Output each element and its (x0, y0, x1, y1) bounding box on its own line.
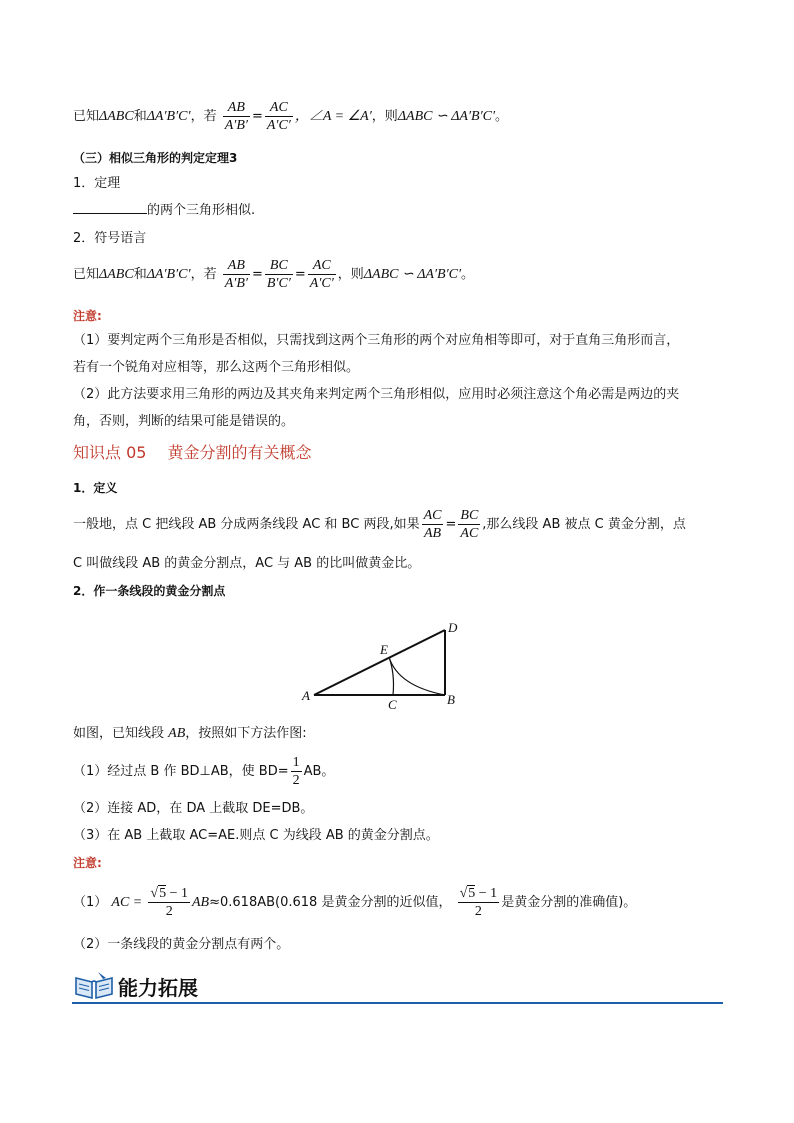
golden-section-figure (300, 616, 470, 714)
text: （1） (73, 895, 108, 910)
section-banner (72, 968, 723, 1004)
banner-rule (72, 1002, 723, 1004)
triangle-a-prime: ΔA′B′C′ (146, 109, 191, 124)
step-2: （2）连接 AD，在 DA 上截取 DE=DB。 (73, 801, 314, 816)
fraction-golden-ratio-exact: $\frac{√5 - 1}{2}$ (459, 886, 498, 919)
text: 。 (495, 109, 509, 124)
similar-condition-line-2 (73, 255, 474, 295)
text: ，若 (190, 267, 217, 282)
fraction-ac: $\frac{AC}{A'C'}$ (266, 100, 291, 133)
arc-e-to-b (389, 657, 445, 695)
fraction-ac-ab: $\frac{AC}{AB}$ (423, 508, 442, 541)
equals: = (294, 267, 306, 282)
text: 的两个三角形相似. (147, 203, 256, 218)
step-3: （3）在 AB 上截取 AC=AE.则点 C 为线段 AB 的黄金分割点。 (73, 828, 439, 843)
equals: = (445, 517, 457, 532)
label-b: B (447, 692, 455, 707)
ac-equals: AC = (111, 895, 143, 910)
text: ，则 (337, 267, 364, 282)
text: AB。 (303, 764, 335, 779)
label-c: C (388, 697, 397, 712)
note-label: 注意: (73, 309, 102, 323)
book-icon (74, 970, 114, 1000)
note-2-item-2: （2）一条线段的黄金分割点有两个。 (73, 937, 290, 952)
equals: = (251, 109, 263, 124)
definition-line-2: C 叫做线段 AB 的黄金分割点，AC 与 AB 的比叫做黄金比。 (73, 556, 421, 571)
text: 和 (133, 109, 147, 124)
text: 是黄金分割的准确值)。 (501, 895, 637, 910)
fraction-ab: $\frac{AB}{A'B'}$ (224, 100, 248, 133)
triangle-abc: ΔABC (99, 109, 134, 124)
text: ,那么线段 AB 被点 C 黄金分割，点 (482, 517, 686, 532)
item-label: 1．定理 (73, 176, 121, 191)
text: 。 (461, 267, 475, 282)
fraction-one-half: $\frac{1}{2}$ (292, 755, 300, 788)
triangle-a-prime: ΔA′B′C′ (146, 267, 191, 282)
label-d: D (448, 620, 458, 635)
text: （1）经过点 B 作 BD⊥AB，使 BD= (73, 764, 289, 779)
angle-equality: ，∠A = ∠A′ (294, 109, 372, 124)
similar-condition-line-1 (73, 97, 508, 137)
text: ，则 (371, 109, 398, 124)
triangle-abc: ΔABC (99, 267, 134, 282)
fill-in-blank[interactable] (73, 199, 147, 214)
conclusion: ΔABC ∽ ΔA′B′C′ (363, 267, 462, 282)
text: 和 (133, 267, 147, 282)
fraction-ab: $\frac{AB}{A'B'}$ (224, 258, 248, 291)
note-paragraph-line: 角，否则，判断的结果可能是错误的。 (73, 414, 295, 429)
text: 一般地，点 C 把线段 AB 分成两条线段 AC 和 BC 两段,如果 (73, 517, 420, 532)
banner-title: 能力拓展 (118, 976, 198, 1000)
text: 如图，已知线段 (73, 726, 169, 741)
note-paragraph-line: （1）要判定两个三角形是否相似，只需找到这两个三角形的两个对应角相等即可，对于直角三角形而言， (73, 333, 680, 348)
equals: = (251, 267, 263, 282)
text: ≈0.618AB(0.618 是黄金分割的近似值， (209, 895, 452, 910)
text: 已知 (73, 267, 100, 282)
text: ，按照如下方法作图: (185, 726, 307, 741)
label-e: E (380, 642, 388, 657)
note-label: 注意: (73, 856, 102, 870)
segment-ad (314, 630, 445, 695)
note-paragraph-line: （2）此方法要求用三角形的两边及其夹角来判定两个三角形相似，应用时必须注意这个角必需是两边的夹 (73, 387, 680, 402)
knowledge-point-title: 知识点 05 黄金分割的有关概念 (73, 443, 312, 462)
note-2-item-1 (73, 880, 636, 926)
definition-line-1 (73, 504, 686, 546)
item-label: 2．符号语言 (73, 231, 147, 246)
section-heading: （三）相似三角形的判定定理3 (73, 151, 238, 165)
segment-name: AB (168, 726, 186, 741)
conclusion: ΔABC ∽ ΔA′B′C′ (397, 109, 496, 124)
arc-e-to-c (389, 657, 394, 695)
note-paragraph-line: 若有一个锐角对应相等，那么这两个三角形相似。 (73, 360, 360, 375)
label-a: A (302, 688, 310, 703)
segment-ab: AB (192, 895, 210, 910)
text: 已知 (73, 109, 100, 124)
fraction-golden-ratio: $\frac{√5 - 1}{2}$ (150, 886, 188, 919)
definition-label: 1．定义 (73, 481, 118, 495)
theorem-line (73, 199, 255, 221)
construction-label: 2．作一条线段的黄金分割点 (73, 584, 226, 598)
text: ，若 (190, 109, 217, 124)
step-1 (73, 752, 334, 792)
fraction-bc-ac: $\frac{BC}{AC}$ (460, 508, 479, 541)
fraction-bc: $\frac{BC}{B'C'}$ (266, 258, 291, 291)
fraction-ac: $\frac{AC}{A'C'}$ (309, 258, 334, 291)
steps-intro (73, 724, 307, 744)
